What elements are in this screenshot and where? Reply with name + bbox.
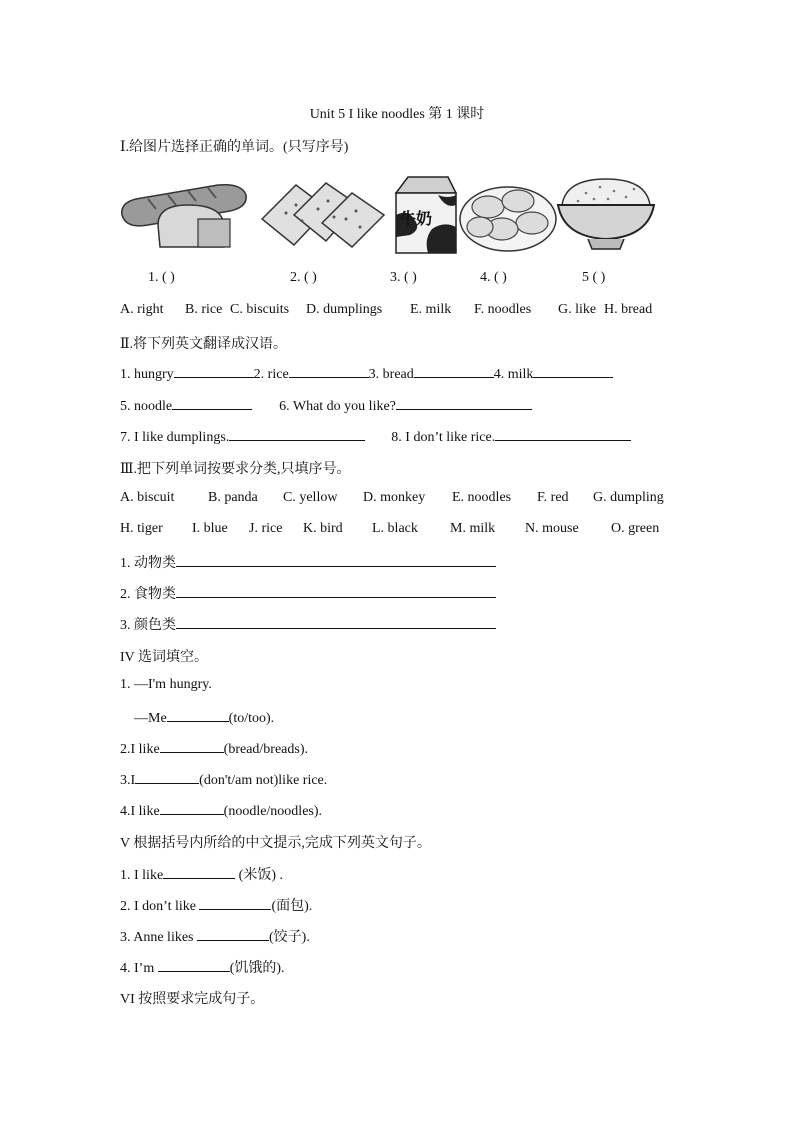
section-4-heading: IV 选词填空。 [120, 650, 209, 665]
category-label: 2. 食物类 [120, 587, 176, 602]
item-text: 7. I like dumplings. [120, 430, 230, 445]
word-row-2 [120, 521, 659, 537]
answer-blank[interactable] [158, 958, 230, 972]
option: E. milk [410, 302, 452, 317]
word: O. green [611, 521, 660, 536]
answer-blank[interactable] [176, 584, 496, 598]
answer-blank[interactable] [495, 427, 631, 441]
translate-row-2 [120, 396, 532, 415]
pic-number-4: 4. ( ) [480, 270, 507, 285]
word: J. rice [249, 521, 283, 536]
word: K. bird [303, 521, 343, 536]
option: A. right [120, 302, 164, 317]
translate-row-3 [120, 427, 631, 446]
complete-2 [120, 895, 312, 915]
biscuits-icon [256, 175, 388, 251]
answer-blank[interactable] [167, 708, 229, 722]
answer-blank[interactable] [414, 364, 494, 378]
question-text: 2. I don’t like [120, 899, 200, 914]
question-text: (noodle/noodles). [223, 804, 323, 819]
rice-bowl-icon [556, 175, 656, 255]
question-text: 2.I like [120, 742, 160, 757]
word: D. monkey [363, 490, 426, 505]
word: C. yellow [283, 490, 338, 505]
complete-3 [120, 926, 310, 946]
section-1-heading: Ⅰ.给图片选择正确的单词。(只写序号) [120, 140, 349, 155]
question-text: (don't/am not)like rice. [199, 773, 328, 788]
item-text: 1. hungry [120, 367, 174, 382]
answer-blank[interactable] [533, 364, 613, 378]
question-text: 1. I like [120, 868, 164, 883]
pic-number-1: 1. ( ) [148, 270, 175, 285]
word: F. red [537, 490, 569, 505]
dumplings-icon [458, 175, 558, 255]
category-3 [120, 614, 496, 634]
answer-blank[interactable] [160, 739, 224, 753]
category-label: 3. 颜色类 [120, 618, 176, 633]
pic-number-3: 3. ( ) [390, 270, 417, 285]
question-text: 3.I [120, 773, 136, 788]
answer-blank[interactable] [135, 770, 199, 784]
word: H. tiger [120, 521, 163, 536]
question-text: (to/too). [228, 711, 275, 726]
option: D. dumplings [306, 302, 383, 317]
option: B. rice [185, 302, 223, 317]
answer-blank[interactable] [229, 427, 365, 441]
answer-blank[interactable] [396, 396, 532, 410]
word: B. panda [208, 490, 258, 505]
word-row-1 [120, 490, 664, 506]
pic-number-5: 5 ( ) [582, 270, 606, 285]
answer-blank[interactable] [174, 364, 254, 378]
fill-3 [120, 770, 327, 789]
answer-blank[interactable] [176, 615, 496, 629]
pic-number-2: 2. ( ) [290, 270, 317, 285]
section-3-heading: Ⅲ.把下列单词按要求分类,只填序号。 [120, 462, 351, 477]
answer-blank[interactable] [197, 927, 269, 941]
question-text: 4.I like [120, 804, 160, 819]
answer-blank[interactable] [289, 364, 369, 378]
question-text: —Me [134, 711, 167, 726]
item-text: 3. bread [368, 367, 414, 382]
section-1-options [120, 302, 652, 318]
option: G. like [558, 302, 597, 317]
option: C. biscuits [230, 302, 290, 317]
svg-text:牛奶: 牛奶 [400, 209, 433, 228]
word: M. milk [450, 521, 496, 536]
answer-blank[interactable] [199, 896, 271, 910]
complete-4 [120, 957, 285, 977]
answer-blank[interactable] [160, 801, 224, 815]
item-text: 8. I don’t like rice. [391, 430, 496, 445]
question-text: (饥饿的). [229, 961, 285, 976]
word: G. dumpling [593, 490, 664, 505]
bread-icon [118, 175, 250, 251]
answer-blank[interactable] [176, 553, 496, 567]
category-1 [120, 552, 496, 572]
option: F. noodles [474, 302, 532, 317]
fill-1a: 1. —I'm hungry. [120, 677, 212, 692]
word: E. noodles [452, 490, 512, 505]
item-text: 6. What do you like? [279, 399, 396, 414]
fill-1b [134, 708, 274, 727]
answer-blank[interactable] [172, 396, 252, 410]
question-text: (饺子). [269, 930, 310, 945]
page-title: Unit 5 I like noodles 第 1 课时 [309, 107, 485, 122]
option: H. bread [604, 302, 653, 317]
section-6-heading: VI 按照要求完成句子。 [120, 992, 265, 1007]
word: I. blue [192, 521, 228, 536]
category-2 [120, 583, 496, 603]
answer-blank[interactable] [163, 865, 235, 879]
fill-4 [120, 801, 322, 820]
word: A. biscuit [120, 490, 175, 505]
question-text: (bread/breads). [223, 742, 308, 757]
item-text: 5. noodle [120, 399, 173, 414]
word: L. black [372, 521, 418, 536]
item-text: 4. milk [493, 367, 534, 382]
category-label: 1. 动物类 [120, 556, 176, 571]
fill-2 [120, 739, 308, 758]
question-text: 3. Anne likes [120, 930, 197, 945]
section-2-heading: Ⅱ.将下列英文翻译成汉语。 [120, 337, 288, 352]
translate-row-1 [120, 364, 613, 383]
section-5-heading: V 根据括号内所给的中文提示,完成下列英文句子。 [120, 836, 431, 851]
question-text: (米饭) . [235, 868, 283, 883]
question-text: (面包). [271, 899, 313, 914]
picture-row [118, 175, 658, 255]
milk-carton-icon [386, 175, 460, 255]
word: N. mouse [525, 521, 579, 536]
question-text: 4. I’m [120, 961, 158, 976]
item-text: 2. rice [253, 367, 289, 382]
complete-1 [120, 864, 283, 884]
